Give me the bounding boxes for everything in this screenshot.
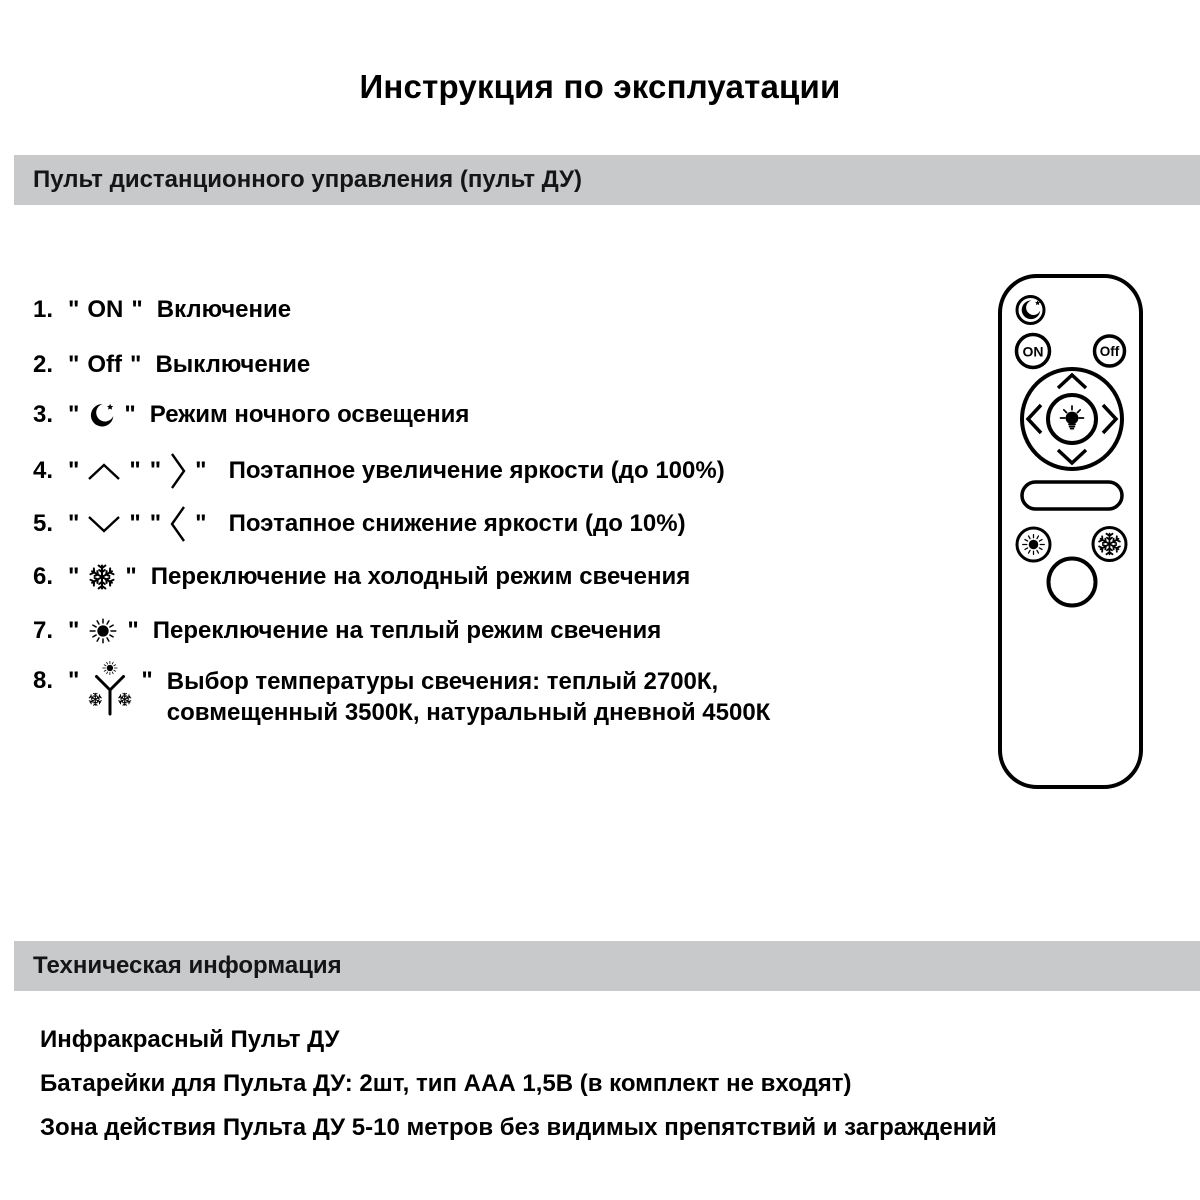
list-item-color-temperature xyxy=(33,666,770,728)
quote-mark: " xyxy=(68,401,80,428)
quote-mark: " xyxy=(124,401,136,428)
item-number: 4. xyxy=(33,457,54,484)
remote-warm-button xyxy=(1017,528,1050,561)
section-heading-tech xyxy=(14,941,1200,991)
quote-mark: " xyxy=(68,617,80,644)
item-number: 7. xyxy=(33,617,54,644)
quote-mark: " xyxy=(68,296,80,323)
chevron-left-icon xyxy=(169,504,187,544)
quote-mark: " xyxy=(68,457,80,484)
remote-round-button xyxy=(1049,559,1096,606)
list-item-brightness-up xyxy=(33,452,725,490)
sun-icon xyxy=(87,615,119,647)
list-item-on xyxy=(33,293,291,327)
quote-mark: " xyxy=(149,457,162,484)
item-text: Поэтапное увеличение яркости (до 100%) xyxy=(228,457,725,484)
moon-star-icon xyxy=(87,401,116,430)
tech-info-line-3: Зона действия Пульта ДУ 5-10 метров без видимых препятствий и заграждений xyxy=(40,1114,997,1141)
item-text: Поэтапное снижение яркости (до 10%) xyxy=(228,510,686,537)
item-number: 2. xyxy=(33,351,54,378)
section-heading-tech-label: Техническая информация xyxy=(33,952,342,979)
quote-mark: " xyxy=(195,510,207,537)
remote-night-mode-button xyxy=(1017,297,1044,324)
list-item-brightness-down xyxy=(33,505,686,543)
item-number: 8. xyxy=(33,667,54,694)
section-heading-remote xyxy=(14,155,1200,205)
quote-mark: " xyxy=(195,457,207,484)
snowflake-icon xyxy=(87,562,117,592)
quote-mark: " xyxy=(149,510,162,537)
section-heading-remote-label: Пульт дистанционного управления (пульт ДУ) xyxy=(33,166,582,193)
chevron-down-icon xyxy=(87,515,121,534)
remote-on-label: ON xyxy=(1022,343,1044,360)
remote-pill-button xyxy=(1022,482,1122,509)
quote-mark: " xyxy=(130,351,142,378)
chevron-right-icon xyxy=(169,451,187,491)
list-item-warm-mode xyxy=(33,613,661,649)
remote-off-label: Off xyxy=(1099,344,1120,359)
item-number: 1. xyxy=(33,296,54,323)
list-item-off xyxy=(33,348,310,382)
item-text: Режим ночного освещения xyxy=(149,401,470,428)
chevron-up-icon xyxy=(87,462,121,481)
item-text: Выключение xyxy=(155,351,311,378)
quote-mark: " xyxy=(141,667,153,694)
quote-mark: " xyxy=(68,351,80,378)
quote-mark: " xyxy=(68,510,80,537)
color-temperature-icon xyxy=(87,660,133,718)
remote-dpad xyxy=(1022,369,1122,469)
item-number: 3. xyxy=(33,401,54,428)
item-text: Переключение на холодный режим свечения xyxy=(150,563,691,590)
on-label: ON xyxy=(87,296,124,323)
remote-cold-button xyxy=(1093,528,1126,561)
off-label: Off xyxy=(87,351,123,378)
quote-mark: " xyxy=(129,457,141,484)
item-text-line1: Выбор температуры свечения: теплый 2700К, xyxy=(166,668,719,695)
item-text: Включение xyxy=(156,296,292,323)
quote-mark: " xyxy=(129,510,141,537)
item-text-block xyxy=(167,666,771,728)
tech-info-line-2: Батарейки для Пульта ДУ: 2шт, тип ААА 1,5В (в комплект не входят) xyxy=(40,1070,852,1097)
item-text: Переключение на теплый режим свечения xyxy=(152,617,662,644)
item-number: 5. xyxy=(33,510,54,537)
quote-mark: " xyxy=(68,667,80,694)
page-title: Инструкция по эксплуатации xyxy=(359,68,841,105)
list-item-cold-mode xyxy=(33,559,690,595)
remote-illustration xyxy=(990,272,1152,802)
list-item-night-mode xyxy=(33,396,469,434)
quote-mark: " xyxy=(131,296,143,323)
item-number: 6. xyxy=(33,563,54,590)
remote-on-button xyxy=(1017,335,1050,368)
item-text-line2: совмещенный 3500К, натуральный дневной 4500К xyxy=(166,699,771,726)
remote-off-button xyxy=(1095,336,1125,366)
quote-mark: " xyxy=(68,563,80,590)
tech-info-line-1: Инфракрасный Пульт ДУ xyxy=(40,1026,340,1053)
quote-mark: " xyxy=(125,563,137,590)
quote-mark: " xyxy=(127,617,139,644)
